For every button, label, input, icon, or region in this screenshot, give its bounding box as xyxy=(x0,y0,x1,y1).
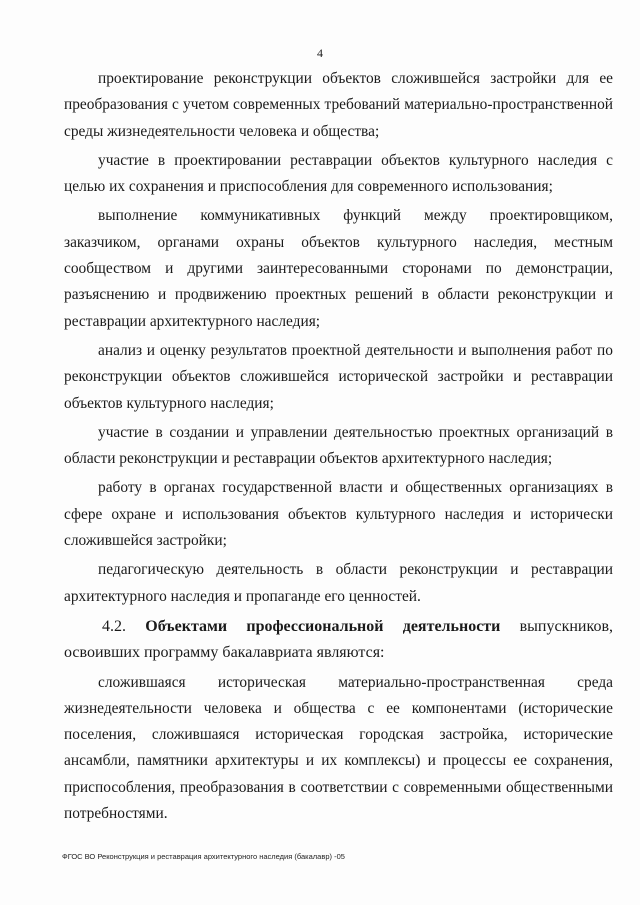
section-bold-term: Объектами профессиональной деятельности xyxy=(145,617,501,635)
paragraph-pedagogical: педагогическую деятельность в области реконструкции и реставрации архитектурного наследия и пропаганде его ценностей. xyxy=(64,561,613,605)
paragraph-analysis: анализ и оценку результатов проектной деятельности и выполнения работ по реконструкции объектов сложившейся исторической застройки и реставрации объектов культурного наследия; xyxy=(64,341,613,412)
paragraph-government-work: работу в органах государственной власти и общественных организациях в сфере охране и использования объектов культурного наследия и исторически сложившейся застройки; xyxy=(64,479,613,550)
paragraph-communicative-functions: выполнение коммуникативных функций между проектировщиком, заказчиком, органами охраны объектов культурного наследия, местным сообществом и другими заинтересованными сторонами по демонстрации, разъяснению и продвижению проектных решений в области реконструкции и реставрации архитектурного наследия; xyxy=(64,207,613,330)
page-footer: ФГОС ВО Реконструкция и реставрация архитектурного наследия (бакалавр) -05 xyxy=(62,852,345,861)
section-rest-text: выпускников, освоивших программу бакалавриата являются: xyxy=(64,617,614,662)
document-body xyxy=(64,66,613,827)
paragraph-restoration-design: участие в проектировании реставрации объектов культурного наследия с целью их сохранения и приспособления для современного использования; xyxy=(64,151,613,196)
paragraph-objects-description: сложившаяся историческая материально-пространственная среда жизнедеятельности человека и общества с ее компонентами (исторические поселения, сложившаяся историческая городская застройка, исторические ансамбли, памятники архитектуры и их комплексы) и процессы ее сохранения, приспособления, преобразования в соответствии с современными общественными потребностями. xyxy=(64,673,613,823)
page-number: 4 xyxy=(317,46,323,60)
section-number: 4.2. xyxy=(102,617,126,635)
paragraph-organizations: участие в создании и управлении деятельностью проектных организаций в области реконструкции и реставрации объектов архитектурного наследия; xyxy=(64,423,613,468)
paragraph-design-reconstruction: проектирование реконструкции объектов сложившейся застройки для ее преобразования с учетом современных требований материально-пространственной среды жизнедеятельности человека и общества; xyxy=(64,70,613,140)
section-4-2 xyxy=(64,614,613,667)
